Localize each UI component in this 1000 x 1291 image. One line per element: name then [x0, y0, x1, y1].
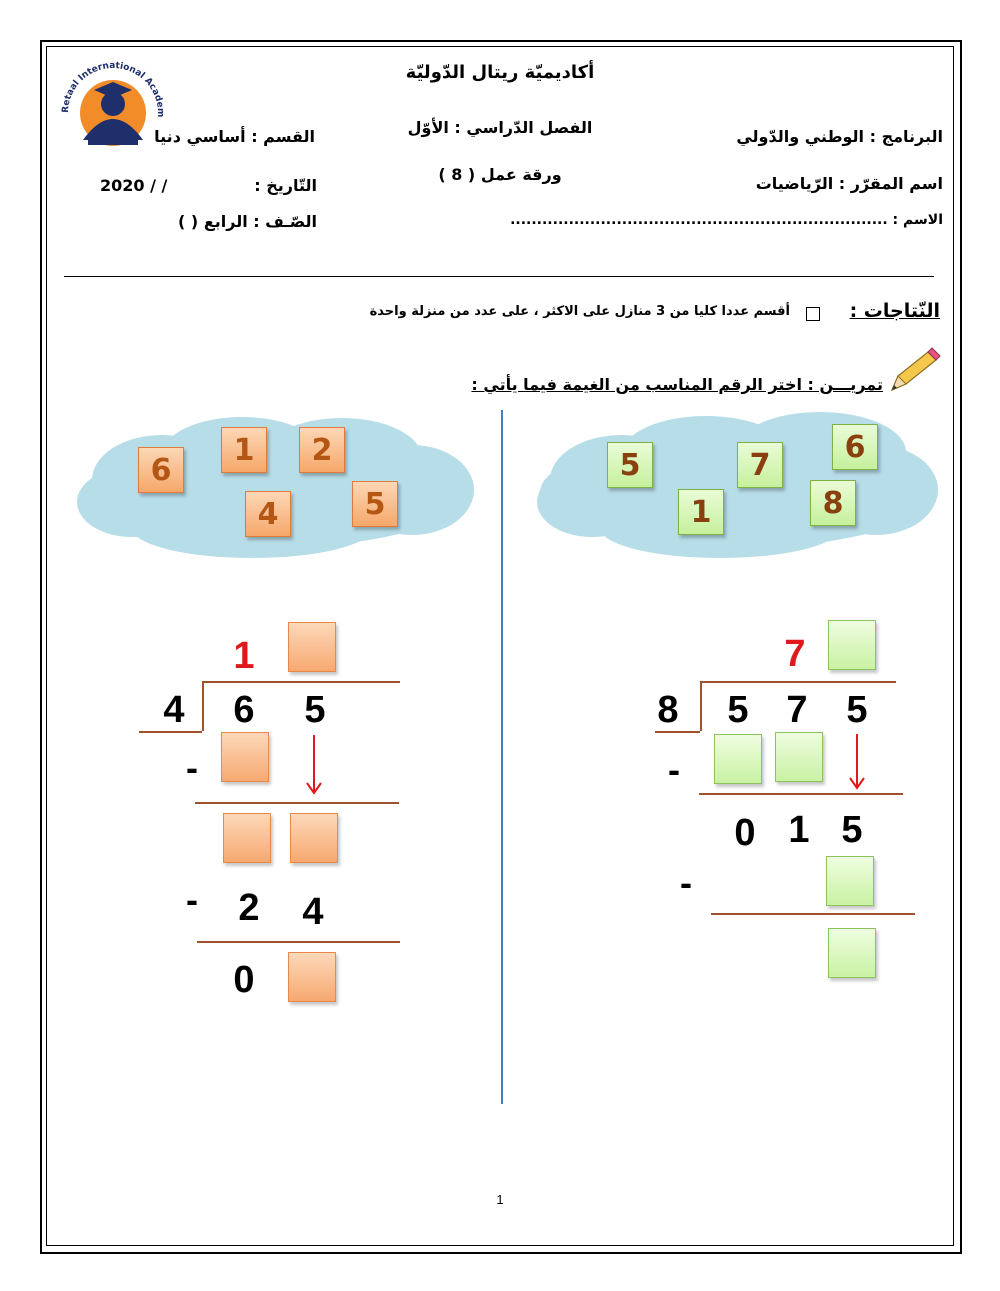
outcome-text: أقسم عددا كليا من 3 منازل على الاكثر ، على عدد من منزلة واحدة	[369, 304, 790, 319]
answer-box[interactable]	[288, 622, 336, 672]
subtraction-line	[195, 802, 399, 804]
number-tile[interactable]: 1	[221, 427, 267, 473]
dividend-digit: 6	[233, 689, 255, 731]
quotient-digit: 1	[233, 635, 255, 677]
column-divider	[501, 410, 503, 1104]
division-bracket	[202, 681, 204, 731]
pencil-icon	[884, 346, 940, 396]
department: القسم : أساسي دنيا	[154, 127, 315, 146]
number-tile[interactable]: 8	[810, 480, 856, 526]
page-number: 1	[496, 1192, 504, 1207]
subtraction-line	[699, 793, 903, 795]
outcome-checkbox[interactable]	[806, 307, 820, 321]
outcomes-label: النّتاجات :	[849, 300, 940, 322]
grade: الصّـف : الرابع ( )	[178, 212, 317, 231]
partial-digit: 1	[788, 809, 810, 851]
logo-text: Retaal International Academ	[60, 60, 166, 118]
answer-box[interactable]	[828, 620, 876, 670]
answer-box[interactable]	[826, 856, 874, 906]
dividend-digit: 5	[727, 689, 749, 731]
dividend-digit: 7	[786, 689, 808, 731]
number-tile[interactable]: 6	[832, 424, 878, 470]
answer-box[interactable]	[290, 813, 338, 863]
division-bar	[202, 681, 400, 683]
date-label: التّاريخ :	[254, 176, 317, 195]
subtraction-line	[711, 913, 915, 915]
number-tile[interactable]: 4	[245, 491, 291, 537]
subtract-digit: 4	[302, 891, 324, 933]
number-tile[interactable]: 5	[607, 442, 653, 488]
number-tile[interactable]: 2	[299, 427, 345, 473]
header-divider	[64, 276, 934, 277]
remainder-digit: 0	[233, 959, 255, 1001]
division-bracket	[700, 681, 702, 731]
dividend-digit: 5	[304, 689, 326, 731]
worksheet-number: ورقة عمل ( 8 )	[438, 165, 562, 184]
cloud-right	[530, 408, 942, 564]
dividend-digit: 5	[846, 689, 868, 731]
program: البرنامج : الوطني والدّولي	[736, 127, 943, 146]
cloud-left	[72, 410, 480, 562]
number-tile[interactable]: 5	[352, 481, 398, 527]
bring-down-arrow-icon	[304, 735, 324, 797]
answer-box[interactable]	[828, 928, 876, 978]
answer-box[interactable]	[714, 734, 762, 784]
number-tile[interactable]: 6	[138, 447, 184, 493]
minus-sign: -	[668, 749, 680, 790]
partial-digit: 5	[841, 809, 863, 851]
subtract-digit: 2	[238, 887, 260, 929]
partial-digit: 0	[734, 812, 756, 854]
date-value: 2020 / /	[100, 176, 168, 195]
divisor: 4	[163, 689, 185, 731]
course-name: اسم المقرّر : الرّياضيات	[755, 174, 943, 193]
division-bar	[700, 681, 896, 683]
number-tile[interactable]: 7	[737, 442, 783, 488]
exercise-instruction: تمريـــن : اختر الرقم المناسب من الغيمة فيما يأتي :	[471, 375, 883, 394]
bring-down-arrow-icon	[847, 734, 867, 792]
quotient-digit: 7	[784, 633, 806, 675]
minus-sign: -	[186, 879, 198, 920]
minus-sign: -	[680, 862, 692, 903]
number-tile[interactable]: 1	[678, 489, 724, 535]
academy-name: أكاديميّة ريتال الدّوليّة	[405, 62, 595, 83]
division-bracket-base	[139, 731, 202, 733]
answer-box[interactable]	[223, 813, 271, 863]
semester: الفصل الدّراسي : الأوّل	[407, 118, 593, 137]
divisor: 8	[657, 689, 679, 731]
division-bracket-base	[655, 731, 700, 733]
student-name-field[interactable]: الاسم : .......................................................................	[510, 212, 943, 228]
minus-sign: -	[186, 747, 198, 788]
answer-box[interactable]	[775, 732, 823, 782]
answer-box[interactable]	[221, 732, 269, 782]
answer-box[interactable]	[288, 952, 336, 1002]
subtraction-line	[197, 941, 400, 943]
